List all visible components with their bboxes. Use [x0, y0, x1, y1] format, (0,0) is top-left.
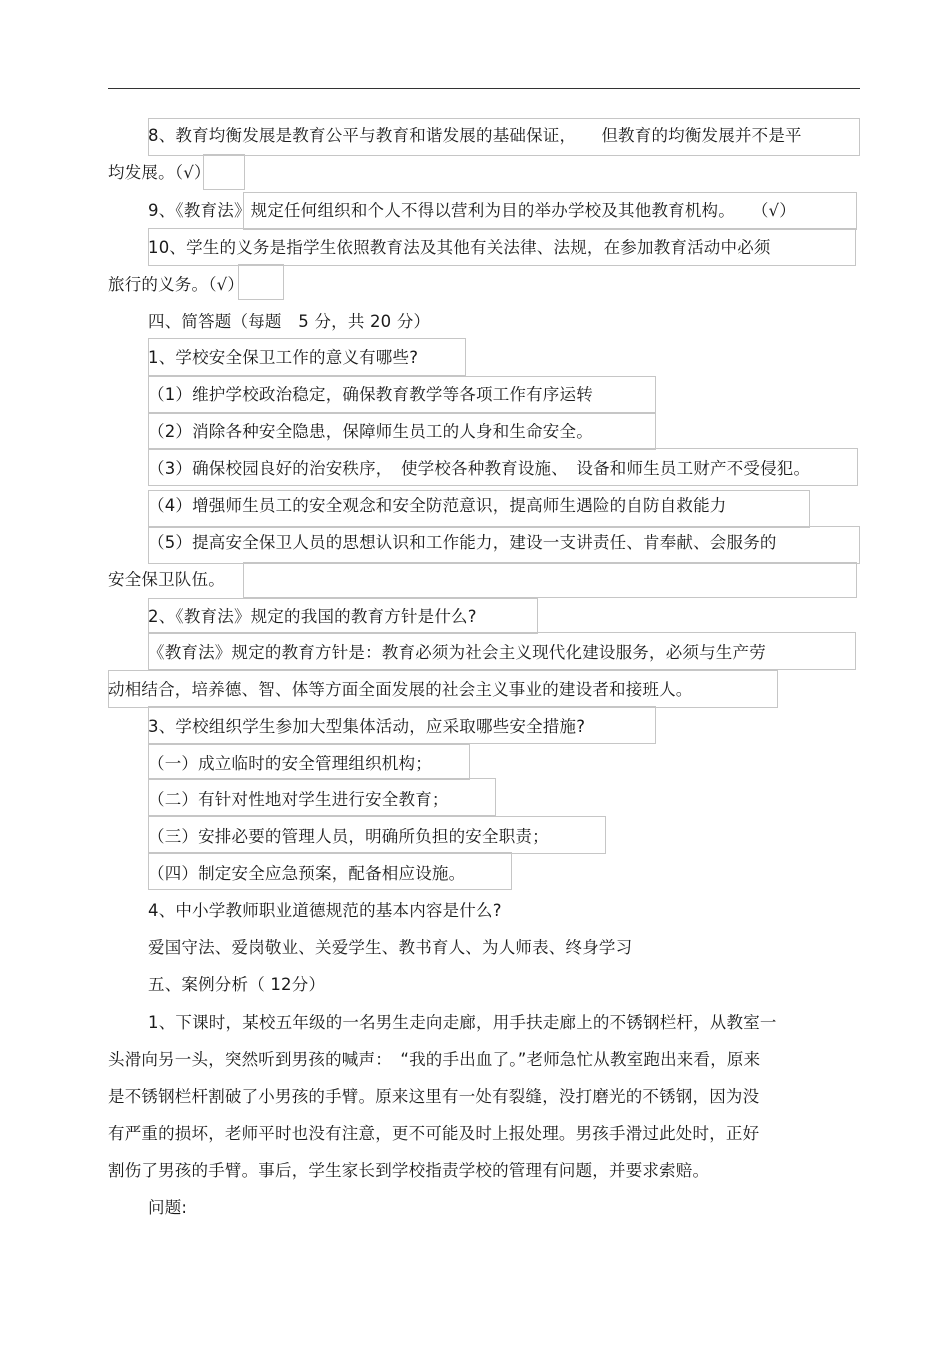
answer-item: （3）确保校园良好的治安秩序， 使学校各种教育设施、 设备和师生员工财产不受侵犯。 — [148, 459, 811, 478]
question-title: 2、《教育法》规定的我国的教育方针是什么? — [148, 607, 477, 626]
answer-item: （2）消除各种安全隐患，保障师生员工的人身和生命安全。 — [148, 422, 593, 441]
scan-box — [238, 264, 284, 300]
answer-item: （二）有针对性地对学生进行安全教育； — [148, 790, 449, 809]
text-line: 9、《教育法》规定任何组织和个人不得以营利为目的举办学校及其他教育机构。 （√） — [148, 201, 796, 220]
answer-item: （1）维护学校政治稳定，确保教育教学等各项工作有序运转 — [148, 385, 593, 404]
case-text: 割伤了男孩的手臂。事后，学生家长到学校指责学校的管理有问题，并要求索赔。 — [108, 1161, 710, 1180]
answer-item: 安全保卫队伍。 — [108, 570, 225, 589]
answer-item: （一）成立临时的安全管理组织机构； — [148, 754, 432, 773]
case-text: 1、下课时，某校五年级的一名男生走向走廊，用手扶走廊上的不锈钢栏杆，从教室一 — [148, 1013, 777, 1032]
question-title: 4、中小学教师职业道德规范的基本内容是什么? — [148, 901, 502, 920]
scan-box — [243, 562, 857, 598]
text-line: 均发展。（√） — [108, 163, 211, 182]
answer-item: （三）安排必要的管理人员，明确所负担的安全职责； — [148, 827, 549, 846]
section-heading: 五、案例分析（ 12分） — [148, 975, 326, 994]
header-rule — [108, 88, 860, 89]
text-line: 旅行的义务。（√） — [108, 275, 245, 294]
case-text: 有严重的损坏，老师平时也没有注意，更不可能及时上报处理。男孩手滑过此处时，正好 — [108, 1124, 760, 1143]
question-title: 1、学校安全保卫工作的意义有哪些? — [148, 348, 419, 367]
case-text: 是不锈钢栏杆割破了小男孩的手臂。原来这里有一处有裂缝，没打磨光的不锈钢，因为没 — [108, 1087, 760, 1106]
text-line: 8、教育均衡发展是教育公平与教育和谐发展的基础保证， 但教育的均衡发展并不是平 — [148, 126, 802, 145]
section-heading: 四、简答题（每题 5 分，共 20 分） — [148, 312, 431, 331]
answer-text: 《教育法》规定的教育方针是：教育必须为社会主义现代化建设服务，必须与生产劳 — [148, 643, 766, 662]
answer-item: （4）增强师生员工的安全观念和安全防范意识，提高师生遇险的自防自救能力 — [148, 496, 727, 515]
question-title: 3、学校组织学生参加大型集体活动，应采取哪些安全措施? — [148, 717, 586, 736]
answer-text: 爱国守法、爱岗敬业、关爱学生、教书育人、为人师表、终身学习 — [148, 938, 633, 957]
case-text: 头滑向另一头，突然听到男孩的喊声： “我的手出血了。”老师急忙从教室跑出来看，原来 — [108, 1050, 761, 1069]
answer-text: 动相结合，培养德、智、体等方面全面发展的社会主义事业的建设者和接班人。 — [108, 680, 693, 699]
answer-item: （四）制定安全应急预案，配备相应设施。 — [148, 864, 466, 883]
text-line: 10、学生的义务是指学生依照教育法及其他有关法律、法规，在参加教育活动中必须 — [148, 238, 771, 257]
question-label: 问题: — [148, 1198, 188, 1217]
answer-item: （5）提高安全保卫人员的思想认识和工作能力，建设一支讲责任、肯奉献、会服务的 — [148, 533, 777, 552]
